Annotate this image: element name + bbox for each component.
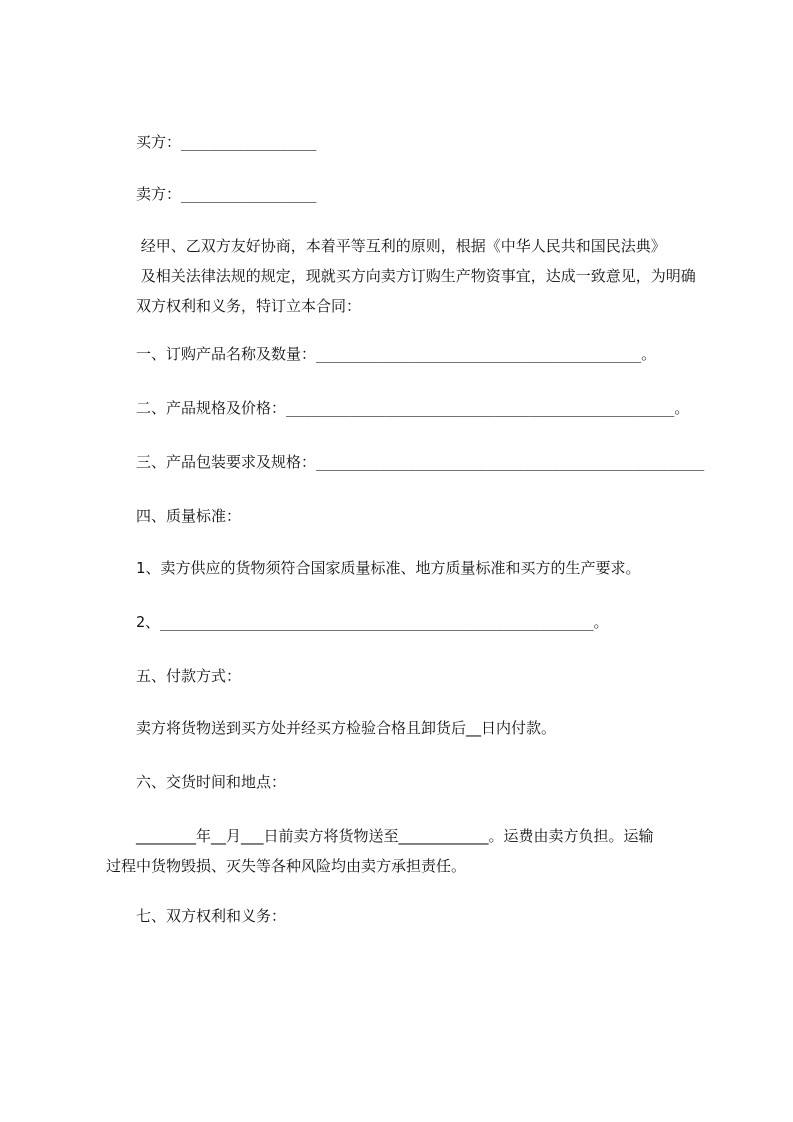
clause-5-text: 卖方将货物送到买方处并经买方检验合格且卸货后__日内付款。 [136,719,557,737]
intro-line-3: 双方权利和义务，特订立本合同： [136,297,362,315]
clause-1-product-quantity: 一、订购产品名称及数量：____________________________________。 [136,345,657,363]
clause-4-item-1: 1、卖方供应的货物须符合国家质量标准、地方质量标准和买方的生产要求。 [136,559,641,577]
seller-line: 卖方：_______________ [136,185,317,203]
clause-6-text-line-2: 过程中货物毁损、灭失等各种风险均由卖方承担责任。 [106,857,467,875]
clause-3-packaging: 三、产品包装要求及规格：___________________________________________ [136,453,705,471]
clause-5-title: 五、付款方式： [136,667,242,685]
clause-7-title: 七、双方权利和义务： [136,907,287,925]
intro-line-1: 经甲、乙双方友好协商，本着平等互利的原则，根据《中华人民共和国民法典》 [136,237,666,255]
intro-line-2: 及相关法律法规的规定，现就买方向卖方订购生产物资事宜，达成一致意见，为明确 [136,267,696,285]
clause-2-spec-price: 二、产品规格及价格：___________________________________________。 [136,399,690,417]
clause-6-title: 六、交货时间和地点： [136,773,287,791]
clause-6-text-line-1: ________年__月___日前卖方将货物送至____________。运费由卖方负担。运输 [136,827,654,845]
clause-4-title: 四、质量标准： [136,507,242,525]
buyer-line: 买方：_______________ [136,133,317,151]
clause-4-item-2: 2、________________________________________________。 [136,613,609,631]
